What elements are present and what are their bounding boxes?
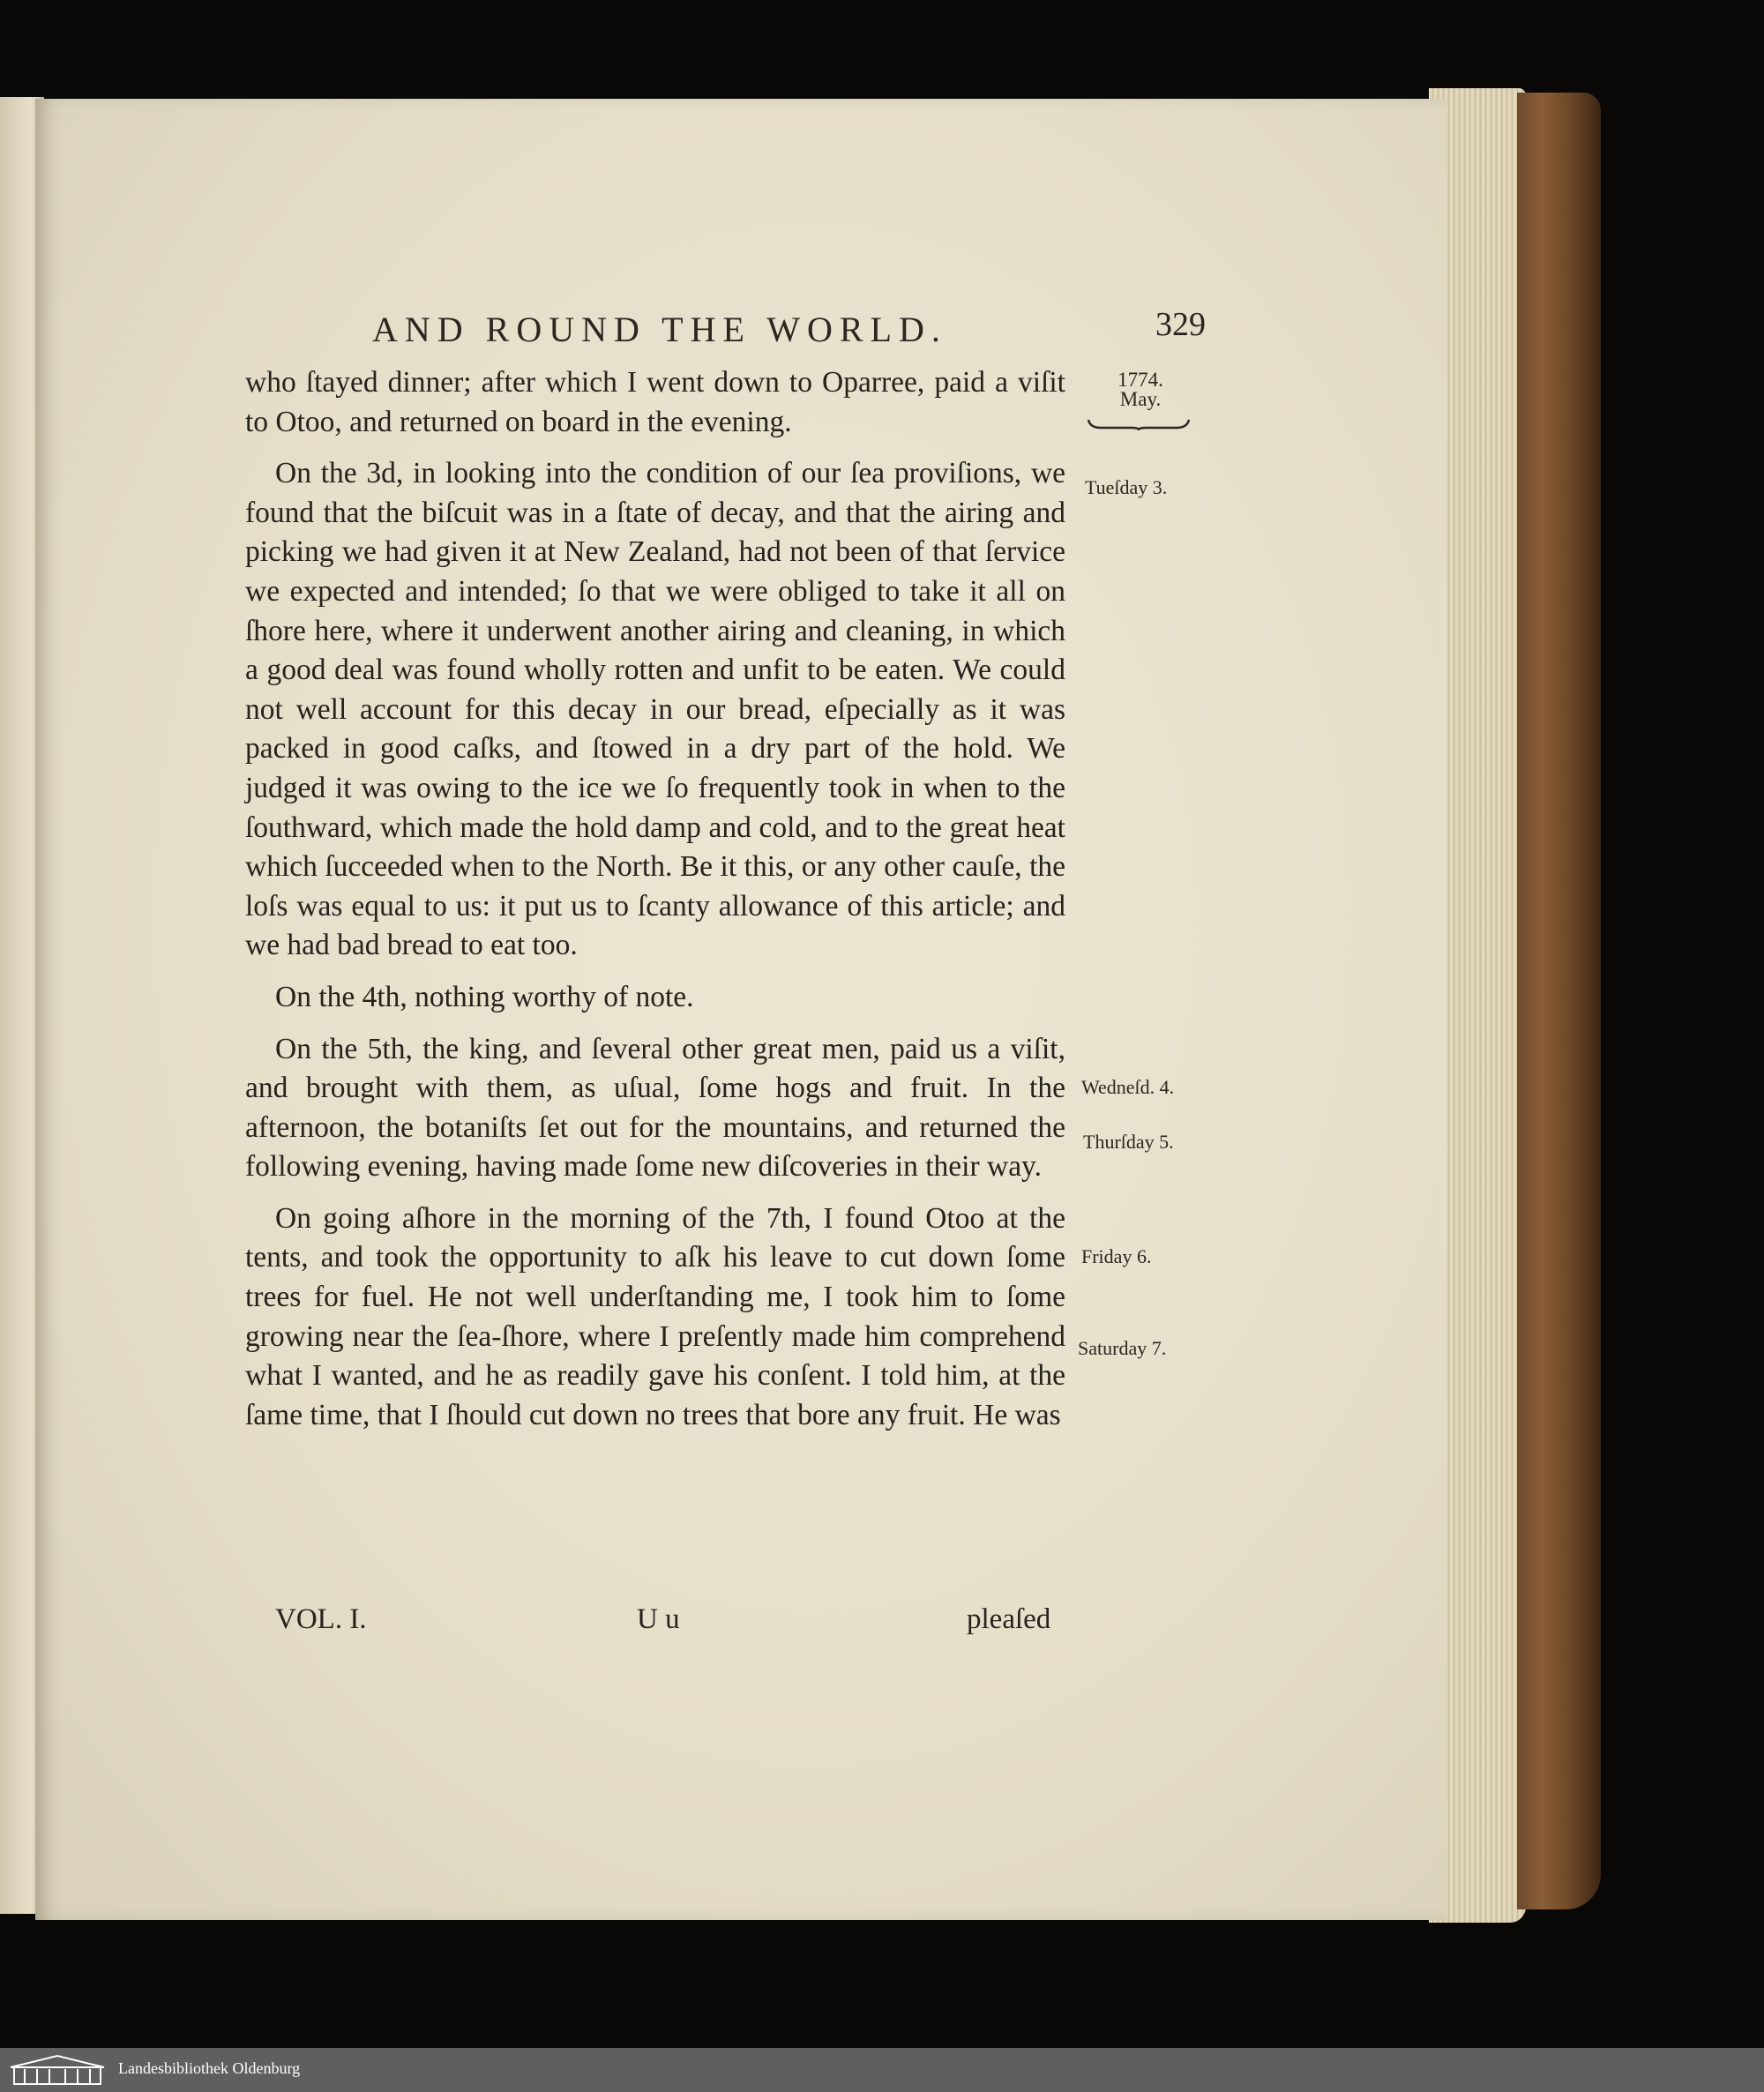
body-text [245, 363, 1065, 1435]
margin-month: May. [1119, 388, 1162, 410]
side-note-saturday: Saturday 7. [1078, 1337, 1167, 1359]
side-note-wednesday: Wedneſd. 4. [1081, 1076, 1175, 1098]
side-note-tuesday: Tueſday 3. [1085, 476, 1168, 498]
library-building-logo-icon [9, 2053, 106, 2087]
library-footer-bar [0, 2048, 1764, 2092]
brace-icon [1087, 418, 1191, 430]
paragraph-1: who ſtayed dinner; after which I went down to Oparree, paid a viſit to Otoo, and returned on board in the evening. [245, 366, 1065, 438]
signature-mark: U u [637, 1603, 680, 1635]
side-note-friday: Friday 6. [1081, 1245, 1152, 1267]
page-number: 329 [1155, 306, 1206, 343]
side-note-thursday: Thurſday 5. [1083, 1131, 1174, 1153]
margin-year: 1774. [1117, 369, 1163, 391]
paragraph-4: On the 5th, the king, and ſeveral other great men, paid us a viſit, and brought with them, as uſual, ſome hogs and fruit. In the afternoon, the botaniſts ſet out for the mountains, and returned the following evening, having made ſome new diſcoveries in their way. [245, 1032, 1065, 1184]
catchword: pleaſed [967, 1603, 1051, 1635]
volume-label: VOL. I. [275, 1603, 367, 1635]
margin-date-header [1110, 370, 1171, 409]
running-head: AND ROUND THE WORLD. [372, 310, 947, 349]
paragraph-3: On the 4th, nothing worthy of note. [275, 980, 694, 1013]
paragraph-2: On the 3d, in looking into the condition of our ſea proviſions, we found that the biſcuit was in a ſtate of decay, and that the airing and picking we had given it at New Zealand, had not been of that ſervice we expected and intended; ſo that we were obliged to take it all on ſhore here, where it underwent another airing and cleaning, in which a good deal was found wholly rotten and unfit to be eaten. We could not well account for this decay in our bread, eſpecially as it was packed in good caſks, and ſtowed in a dry part of the hold. We judged it was owing to the ice we ſo frequently took in when to the ſouthward, which made the hold damp and cold, and to the great heat which ſucceeded when to the North. Be it this, or any other cauſe, the loſs was equal to us: it put us to ſcanty allowance of this article; and we had bad bread to eat too. [245, 457, 1065, 962]
paragraph-5: On going aſhore in the morning of the 7th, I found Otoo at the tents, and took the opportunity to aſk his leave to cut down ſome trees for fuel. He not well underſtanding me, I took him to ſome growing near the ſea-ſhore, where I preſently made him comprehend what I wanted, and he as readily gave his conſent. I told him, at the ſame time, that I ſhould cut down no trees that bore any fruit. He was [245, 1201, 1065, 1431]
book-cover [1517, 93, 1601, 1909]
library-name: Landesbibliothek Oldenburg [118, 2059, 301, 2077]
